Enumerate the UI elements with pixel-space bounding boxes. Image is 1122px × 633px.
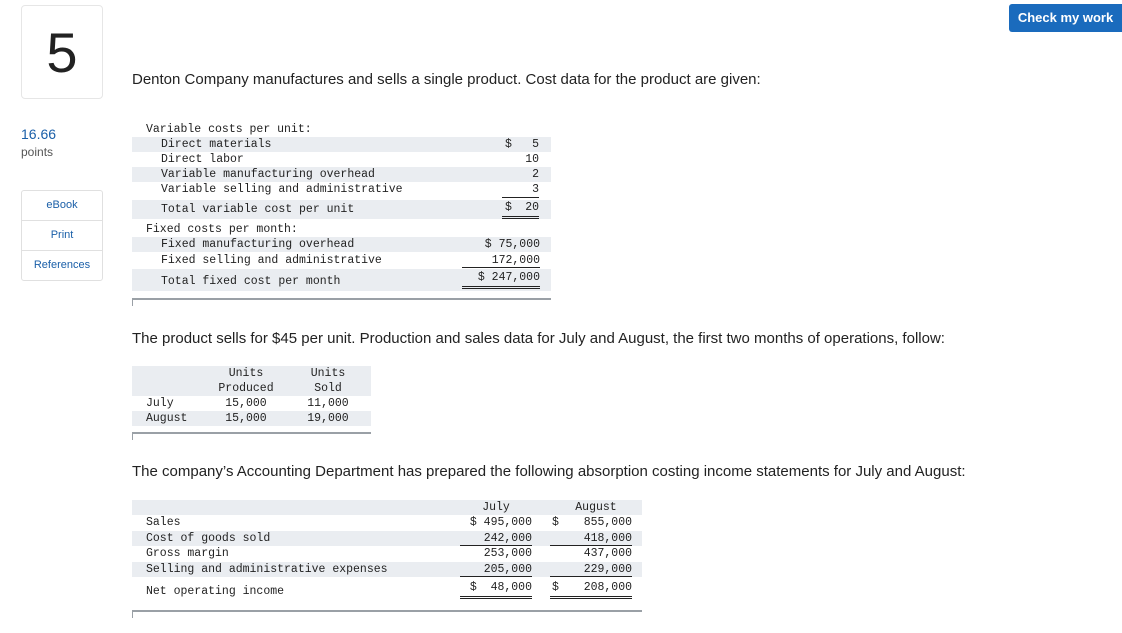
sga-july: 205,000 xyxy=(460,562,532,577)
table-footer-rule xyxy=(132,610,642,618)
direct-materials-label: Direct materials xyxy=(161,138,272,151)
var-sga-value-text: 3 xyxy=(502,182,539,198)
cogs-august: 418,000 xyxy=(550,531,632,546)
sales-july: $ 495,000 xyxy=(469,516,532,529)
fixed-sga-value: 172,000 xyxy=(462,253,540,268)
month-label: July xyxy=(146,397,174,410)
table-footer-rule xyxy=(132,432,371,440)
table-row xyxy=(132,580,642,600)
cogs-label: Cost of goods sold xyxy=(146,532,271,545)
var-mfg-oh-value: 2 xyxy=(532,168,539,181)
intro-text: Denton Company manufactures and sells a single product. Cost data for the product are given: xyxy=(132,71,761,88)
noi-august-currency: $ xyxy=(552,581,559,594)
cost-row xyxy=(132,269,551,291)
table-row xyxy=(132,515,642,530)
gross-margin-label: Gross margin xyxy=(146,547,229,560)
ebook-button[interactable]: eBook xyxy=(22,191,102,221)
units-produced: 15,000 xyxy=(225,397,267,410)
table-row xyxy=(132,546,642,561)
variable-heading: Variable costs per unit: xyxy=(146,123,312,136)
cost-row xyxy=(132,253,551,268)
total-var-label: Total variable cost per unit xyxy=(161,203,355,216)
direct-materials-currency: $ xyxy=(505,138,512,151)
sga-label: Selling and administrative expenses xyxy=(146,563,388,576)
prod-header-row xyxy=(132,381,371,396)
table-row xyxy=(132,562,642,577)
direct-labor-value: 10 xyxy=(525,153,539,166)
units-sold: 11,000 xyxy=(307,397,349,410)
production-intro-text: The product sells for $45 per unit. Production and sales data for July and August, the first two months of operations, follow: xyxy=(132,330,945,347)
var-sga-value xyxy=(502,182,539,196)
total-fixed-label: Total fixed cost per month xyxy=(161,275,341,288)
cost-row xyxy=(132,152,551,167)
points-value: 16.66 xyxy=(21,126,57,142)
sales-august: 855,000 xyxy=(583,516,632,529)
noi-label: Net operating income xyxy=(146,585,285,598)
income-header-row xyxy=(132,500,642,515)
month-label: August xyxy=(146,412,188,425)
units-produced: 15,000 xyxy=(225,412,267,425)
total-fixed-value: $ 247,000 xyxy=(462,269,540,289)
points-label: points xyxy=(21,145,54,159)
check-my-work-button[interactable]: Check my work xyxy=(1009,4,1122,32)
produced-header-2: Produced xyxy=(218,382,274,395)
direct-materials-value: 5 xyxy=(532,138,539,151)
produced-header-1: Units xyxy=(228,367,264,380)
print-button[interactable]: Print xyxy=(22,221,102,251)
table-footer-rule xyxy=(132,298,551,306)
sales-august-currency: $ xyxy=(552,516,559,529)
var-mfg-oh-label: Variable manufacturing overhead xyxy=(161,168,375,181)
fixed-sga-label: Fixed selling and administrative xyxy=(161,254,382,267)
sga-august: 229,000 xyxy=(550,562,632,577)
fixed-mfg-oh-label: Fixed manufacturing overhead xyxy=(161,238,355,251)
prod-header-row xyxy=(132,366,371,381)
table-row xyxy=(132,396,371,411)
fixed-heading: Fixed costs per month: xyxy=(146,223,298,236)
sold-header-2: Sold xyxy=(314,382,342,395)
side-button-group xyxy=(21,190,103,281)
cost-row xyxy=(132,222,551,237)
var-sga-label: Variable selling and administrative xyxy=(161,183,403,196)
cost-row xyxy=(132,122,551,137)
gross-margin-july: 253,000 xyxy=(483,547,532,560)
total-var-value: 20 xyxy=(525,201,539,214)
cost-row xyxy=(132,182,551,197)
question-number: 5 xyxy=(21,5,103,99)
noi-august: 208,000 xyxy=(550,580,632,599)
direct-labor-label: Direct labor xyxy=(161,153,244,166)
gross-margin-august: 437,000 xyxy=(583,547,632,560)
cogs-july: 242,000 xyxy=(460,531,532,546)
table-row xyxy=(132,531,642,546)
sales-label: Sales xyxy=(146,516,181,529)
sold-header-1: Units xyxy=(310,367,346,380)
cost-row xyxy=(132,137,551,152)
august-header: August xyxy=(575,501,617,514)
cost-table xyxy=(132,122,551,305)
cost-row xyxy=(132,200,551,219)
production-table xyxy=(132,366,371,440)
july-header: July xyxy=(482,501,510,514)
cost-row xyxy=(132,237,551,252)
references-button[interactable]: References xyxy=(33,259,91,271)
cost-row xyxy=(132,167,551,182)
total-var-currency: $ xyxy=(505,201,512,214)
units-sold: 19,000 xyxy=(307,412,349,425)
income-intro-text: The company’s Accounting Department has prepared the following absorption costing income statements for July and August: xyxy=(132,463,966,480)
total-var-box xyxy=(502,200,539,219)
noi-july: $ 48,000 xyxy=(460,580,532,599)
table-row xyxy=(132,411,371,426)
fixed-mfg-oh-value: $ 75,000 xyxy=(484,238,540,251)
income-statement-table xyxy=(132,500,642,618)
